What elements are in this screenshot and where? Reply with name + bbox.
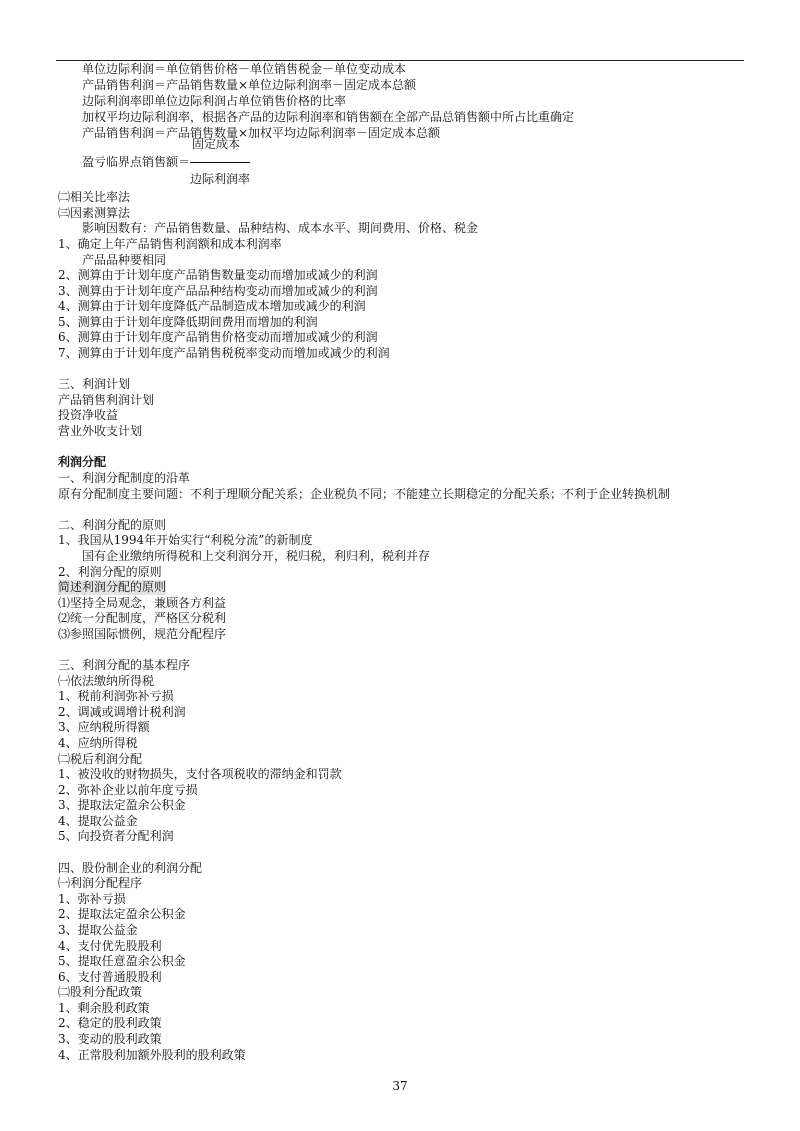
dist-h3-a2: 2、调减或调增计税利润 — [58, 705, 186, 719]
dist-h4-a1: 1、弥补亏损 — [58, 892, 126, 906]
formula-unit-marginal-profit: 单位边际利润＝单位销售价格－单位销售税金－单位变动成本 — [82, 62, 407, 76]
profit-plan-heading: 三、利润计划 — [58, 377, 131, 391]
step-1-note: 产品品种要相同 — [82, 253, 167, 267]
dist-h1: 一、利润分配制度的沿革 — [58, 471, 191, 485]
formula-sales-profit: 产品销售利润＝产品销售数量×单位边际利润率－固定成本总额 — [82, 78, 417, 92]
dist-h3-b4: 4、提取公益金 — [58, 814, 138, 828]
dist-h2: 二、利润分配的原则 — [58, 518, 167, 532]
dist-h1-text: 原有分配制度主要问题：不利于理顺分配关系；企业税负不同；不能建立长期稳定的分配关系；不利于企业转换机制 — [58, 487, 671, 501]
fraction-bar — [190, 162, 250, 163]
dist-h4-a: ㈠利润分配程序 — [58, 876, 143, 890]
dist-h3-a4: 4、应纳所得税 — [58, 736, 138, 750]
formula-weighted-rate: 加权平均边际利润率，根据各产品的边际利润率和销售额在全部产品总销售额中所占比重确定 — [82, 110, 575, 124]
bep-denominator: 边际利润率 — [190, 172, 251, 186]
method-ratio: ㈡相关比率法 — [58, 190, 131, 204]
step-3: 3、测算由于计划年度产品品种结构变动而增加或减少的利润 — [58, 284, 378, 298]
dist-h3: 三、利润分配的基本程序 — [58, 658, 191, 672]
step-4: 4、测算由于计划年度降低产品制造成本增加或减少的利润 — [58, 299, 366, 313]
dist-h3-b3: 3、提取法定盈余公积金 — [58, 798, 186, 812]
highlighted-question: 简述利润分配的原则 — [58, 580, 167, 594]
dist-h2-2: 2、利润分配的原则 — [58, 565, 162, 579]
dist-h3-b1: 1、被没收的财物损失，支付各项税收的滞纳金和罚款 — [58, 767, 342, 781]
plan-item-3: 营业外收支计划 — [58, 424, 143, 438]
dist-h3-b2: 2、弥补企业以前年度亏损 — [58, 783, 198, 797]
dist-h3-b5: 5、向投资者分配利润 — [58, 829, 174, 843]
dist-h4-a5: 5、提取任意盈余公积金 — [58, 954, 186, 968]
section-title: 利润分配 — [58, 455, 107, 469]
dist-h4-a4: 4、支付优先股股利 — [58, 939, 162, 953]
bep-lhs: 盈亏临界点销售额＝ — [82, 155, 191, 169]
dist-h4-b4: 4、正常股利加额外股利的股利政策 — [58, 1048, 246, 1062]
plan-item-2: 投资净收益 — [58, 408, 119, 422]
dist-h3-b: ㈡税后利润分配 — [58, 752, 143, 766]
step-2: 2、测算由于计划年度产品销售数量变动而增加或减少的利润 — [58, 268, 378, 282]
step-1: 1、确定上年产品销售利润额和成本利润率 — [58, 237, 282, 251]
dist-h3-a1: 1、税前利润弥补亏损 — [58, 689, 174, 703]
step-7: 7、测算由于计划年度产品销售税税率变动而增加或减少的利润 — [58, 346, 390, 360]
principle-1: ⑴坚持全局观念，兼顾各方利益 — [58, 596, 227, 610]
dist-h2-1: 1、我国从1994年开始实行“利税分流”的新制度 — [58, 533, 313, 547]
method-factor: ㈢因素测算法 — [58, 206, 131, 220]
plan-item-1: 产品销售利润计划 — [58, 393, 155, 407]
dist-h4-a2: 2、提取法定盈余公积金 — [58, 907, 186, 921]
dist-h4-b2: 2、稳定的股利政策 — [58, 1016, 162, 1030]
dist-h4-b1: 1、剩余股利政策 — [58, 1001, 150, 1015]
principle-3: ⑶参照国际惯例，规范分配程序 — [58, 627, 227, 641]
dist-h2-1-text: 国有企业缴纳所得税和上交利润分开，税归税，利归利，税利并存 — [82, 549, 431, 563]
formula-sales-profit-weighted: 产品销售利润＝产品销售数量×加权平均边际利润率－固定成本总额 — [82, 126, 441, 140]
bep-numerator: 固定成本 — [192, 137, 241, 151]
dist-h4-a6: 6、支付普通股股利 — [58, 970, 162, 984]
dist-h4-a3: 3、提取公益金 — [58, 923, 138, 937]
step-5: 5、测算由于计划年度降低期间费用而增加的利润 — [58, 315, 318, 329]
dist-h4: 四、股份制企业的利润分配 — [58, 861, 203, 875]
header-rule — [56, 60, 744, 61]
page-number: 37 — [392, 1079, 408, 1093]
dist-h4-b3: 3、变动的股利政策 — [58, 1032, 162, 1046]
formula-marginal-profit-rate: 边际利润率即单位边际利润占单位销售价格的比率 — [82, 94, 347, 108]
step-6: 6、测算由于计划年度产品销售价格变动而增加或减少的利润 — [58, 330, 378, 344]
principle-2: ⑵统一分配制度，严格区分税利 — [58, 611, 227, 625]
factor-list: 影响因数有：产品销售数量、品种结构、成本水平、期间费用、价格、税金 — [82, 221, 479, 235]
dist-h4-b: ㈡股利分配政策 — [58, 985, 143, 999]
dist-h3-a: ㈠依法缴纳所得税 — [58, 674, 155, 688]
dist-h3-a3: 3、应纳税所得额 — [58, 720, 150, 734]
